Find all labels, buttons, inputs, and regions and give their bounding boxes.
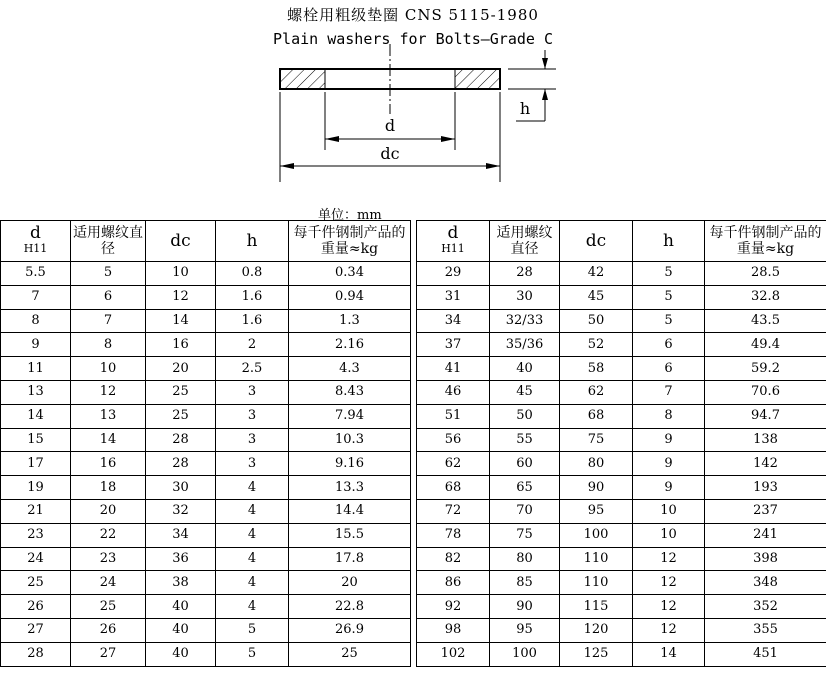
title-english: Plain washers for Bolts—Grade C <box>273 30 553 48</box>
cell-dc: 90 <box>560 476 633 500</box>
cell-h: 5 <box>633 309 705 333</box>
cell-d: 98 <box>417 618 490 642</box>
cell-d: 24 <box>1 547 71 571</box>
cell-h: 2 <box>216 333 289 357</box>
cell-weight: 59.2 <box>705 357 826 381</box>
table-row <box>417 571 826 595</box>
cell-d: 17 <box>1 452 71 476</box>
cell-weight: 193 <box>705 476 826 500</box>
cell-dc: 125 <box>560 642 633 666</box>
cell-thread-diameter: 22 <box>71 523 146 547</box>
table-row <box>417 618 826 642</box>
table-row <box>417 262 826 286</box>
cell-weight: 13.3 <box>289 476 411 500</box>
cell-dc: 16 <box>146 333 216 357</box>
table-row <box>1 404 411 428</box>
header-h: h <box>216 221 289 262</box>
cell-d: 11 <box>1 357 71 381</box>
cell-thread-diameter: 7 <box>71 309 146 333</box>
header-d: d H11 <box>1 221 71 262</box>
table-row <box>1 571 411 595</box>
cell-thread-diameter: 35/36 <box>490 333 560 357</box>
cell-thread-diameter: 30 <box>490 285 560 309</box>
cell-thread-diameter: 95 <box>490 618 560 642</box>
cell-weight: 94.7 <box>705 404 826 428</box>
cell-d: 78 <box>417 523 490 547</box>
cell-h: 10 <box>633 499 705 523</box>
cell-d: 14 <box>1 404 71 428</box>
cell-dc: 25 <box>146 404 216 428</box>
cell-thread-diameter: 75 <box>490 523 560 547</box>
cell-h: 8 <box>633 404 705 428</box>
cell-d: 9 <box>1 333 71 357</box>
cell-h: 7 <box>633 380 705 404</box>
cell-dc: 30 <box>146 476 216 500</box>
d-dimension-label: d <box>384 116 396 135</box>
cell-weight: 138 <box>705 428 826 452</box>
cell-dc: 120 <box>560 618 633 642</box>
cell-d: 25 <box>1 571 71 595</box>
cell-h: 9 <box>633 428 705 452</box>
cell-weight: 241 <box>705 523 826 547</box>
cell-thread-diameter: 55 <box>490 428 560 452</box>
cell-dc: 28 <box>146 428 216 452</box>
cell-d: 46 <box>417 380 490 404</box>
cell-h: 1.6 <box>216 309 289 333</box>
table-row <box>417 428 826 452</box>
cell-weight: 8.43 <box>289 380 411 404</box>
cell-weight: 28.5 <box>705 262 826 286</box>
cell-thread-diameter: 60 <box>490 452 560 476</box>
cell-d: 31 <box>417 285 490 309</box>
cell-dc: 12 <box>146 285 216 309</box>
cell-h: 1.6 <box>216 285 289 309</box>
header-dc: dc <box>146 221 216 262</box>
cell-h: 5 <box>216 642 289 666</box>
table-row <box>1 499 411 523</box>
cell-weight: 2.16 <box>289 333 411 357</box>
cell-dc: 25 <box>146 380 216 404</box>
cell-dc: 110 <box>560 571 633 595</box>
cell-d: 7 <box>1 285 71 309</box>
cell-weight: 9.16 <box>289 452 411 476</box>
cell-weight: 10.3 <box>289 428 411 452</box>
cell-weight: 0.34 <box>289 262 411 286</box>
cell-weight: 355 <box>705 618 826 642</box>
cell-h: 12 <box>633 571 705 595</box>
unit-label: 单位：mm <box>318 208 382 223</box>
cell-d: 29 <box>417 262 490 286</box>
cell-thread-diameter: 23 <box>71 547 146 571</box>
header-d: d H11 <box>417 221 490 262</box>
cell-thread-diameter: 85 <box>490 571 560 595</box>
table-row <box>1 380 411 404</box>
cell-weight: 142 <box>705 452 826 476</box>
cell-dc: 62 <box>560 380 633 404</box>
cell-d: 23 <box>1 523 71 547</box>
cell-d: 13 <box>1 380 71 404</box>
cell-d: 37 <box>417 333 490 357</box>
table-row <box>417 547 826 571</box>
cell-h: 6 <box>633 333 705 357</box>
cell-h: 0.8 <box>216 262 289 286</box>
cell-d: 27 <box>1 618 71 642</box>
table-row <box>1 523 411 547</box>
cell-weight: 348 <box>705 571 826 595</box>
cell-h: 12 <box>633 618 705 642</box>
table-row <box>417 333 826 357</box>
cell-d: 86 <box>417 571 490 595</box>
cell-d: 56 <box>417 428 490 452</box>
cell-thread-diameter: 100 <box>490 642 560 666</box>
cell-thread-diameter: 45 <box>490 380 560 404</box>
cell-h: 4 <box>216 595 289 619</box>
cell-dc: 34 <box>146 523 216 547</box>
cell-thread-diameter: 24 <box>71 571 146 595</box>
cell-d: 62 <box>417 452 490 476</box>
cell-dc: 95 <box>560 499 633 523</box>
cell-h: 5 <box>633 262 705 286</box>
header-h: h <box>633 221 705 262</box>
table-row <box>1 547 411 571</box>
cell-h: 4 <box>216 499 289 523</box>
cell-weight: 7.94 <box>289 404 411 428</box>
cell-dc: 68 <box>560 404 633 428</box>
cell-dc: 40 <box>146 642 216 666</box>
cell-h: 4 <box>216 571 289 595</box>
cell-weight: 451 <box>705 642 826 666</box>
cell-h: 3 <box>216 380 289 404</box>
cell-weight: 352 <box>705 595 826 619</box>
cell-h: 4 <box>216 476 289 500</box>
cell-weight: 398 <box>705 547 826 571</box>
cell-d: 41 <box>417 357 490 381</box>
cell-dc: 100 <box>560 523 633 547</box>
cell-thread-diameter: 90 <box>490 595 560 619</box>
cell-thread-diameter: 18 <box>71 476 146 500</box>
cell-h: 12 <box>633 547 705 571</box>
cell-dc: 32 <box>146 499 216 523</box>
header-thread-diameter: 适用螺纹直径 <box>490 221 560 262</box>
cell-thread-diameter: 16 <box>71 452 146 476</box>
header-dc: dc <box>560 221 633 262</box>
table-row <box>1 476 411 500</box>
table-row <box>417 642 826 666</box>
table-row <box>417 404 826 428</box>
table-row <box>417 309 826 333</box>
cell-h: 12 <box>633 595 705 619</box>
cell-h: 9 <box>633 476 705 500</box>
table-row <box>1 333 411 357</box>
cell-thread-diameter: 65 <box>490 476 560 500</box>
cell-d: 68 <box>417 476 490 500</box>
h-dimension-label: h <box>519 99 531 118</box>
cell-dc: 36 <box>146 547 216 571</box>
table-row <box>1 642 411 666</box>
cell-dc: 38 <box>146 571 216 595</box>
cell-dc: 40 <box>146 595 216 619</box>
cell-h: 3 <box>216 404 289 428</box>
cell-h: 3 <box>216 428 289 452</box>
cell-h: 6 <box>633 357 705 381</box>
cell-thread-diameter: 26 <box>71 618 146 642</box>
cell-dc: 52 <box>560 333 633 357</box>
table-row <box>1 452 411 476</box>
cell-weight: 20 <box>289 571 411 595</box>
cell-thread-diameter: 10 <box>71 357 146 381</box>
cell-thread-diameter: 40 <box>490 357 560 381</box>
cell-thread-diameter: 50 <box>490 404 560 428</box>
cell-dc: 115 <box>560 595 633 619</box>
table-row <box>417 380 826 404</box>
washer-drawing <box>0 0 826 200</box>
cell-weight: 0.94 <box>289 285 411 309</box>
cell-h: 4 <box>216 523 289 547</box>
cell-d: 28 <box>1 642 71 666</box>
cell-dc: 40 <box>146 618 216 642</box>
cell-d: 26 <box>1 595 71 619</box>
cell-h: 5 <box>633 285 705 309</box>
table-row <box>417 476 826 500</box>
cell-thread-diameter: 32/33 <box>490 309 560 333</box>
cell-d: 82 <box>417 547 490 571</box>
cell-thread-diameter: 6 <box>71 285 146 309</box>
washer-section-right <box>455 70 499 88</box>
cell-weight: 32.8 <box>705 285 826 309</box>
table-row <box>1 285 411 309</box>
cell-dc: 50 <box>560 309 633 333</box>
cell-thread-diameter: 80 <box>490 547 560 571</box>
cell-thread-diameter: 25 <box>71 595 146 619</box>
cell-weight: 15.5 <box>289 523 411 547</box>
table-row <box>417 499 826 523</box>
cell-h: 10 <box>633 523 705 547</box>
table-row <box>417 285 826 309</box>
cell-thread-diameter: 70 <box>490 499 560 523</box>
table-row <box>1 357 411 381</box>
cell-weight: 237 <box>705 499 826 523</box>
table-row <box>417 357 826 381</box>
cell-weight: 26.9 <box>289 618 411 642</box>
title-chinese: 螺栓用粗级垫圈 CNS 5115-1980 <box>287 6 539 24</box>
cell-dc: 80 <box>560 452 633 476</box>
cell-d: 21 <box>1 499 71 523</box>
cell-dc: 110 <box>560 547 633 571</box>
cell-dc: 42 <box>560 262 633 286</box>
cell-d: 8 <box>1 309 71 333</box>
table-row <box>1 262 411 286</box>
cell-weight: 25 <box>289 642 411 666</box>
cell-dc: 14 <box>146 309 216 333</box>
cell-h: 14 <box>633 642 705 666</box>
cell-dc: 20 <box>146 357 216 381</box>
table-row <box>417 595 826 619</box>
cell-h: 3 <box>216 452 289 476</box>
cell-d: 51 <box>417 404 490 428</box>
cell-weight: 1.3 <box>289 309 411 333</box>
cell-thread-diameter: 13 <box>71 404 146 428</box>
cell-weight: 4.3 <box>289 357 411 381</box>
cell-h: 2.5 <box>216 357 289 381</box>
cell-thread-diameter: 20 <box>71 499 146 523</box>
dc-dimension-label: dc <box>380 144 400 163</box>
cell-thread-diameter: 14 <box>71 428 146 452</box>
cell-weight: 43.5 <box>705 309 826 333</box>
cell-d: 72 <box>417 499 490 523</box>
table-row <box>417 452 826 476</box>
table-row <box>1 595 411 619</box>
cell-weight: 22.8 <box>289 595 411 619</box>
header-weight: 每千件钢制产品的重量≈kg <box>289 221 411 262</box>
cell-h: 9 <box>633 452 705 476</box>
washer-section-left <box>281 70 325 88</box>
cell-thread-diameter: 28 <box>490 262 560 286</box>
cell-thread-diameter: 8 <box>71 333 146 357</box>
cell-thread-diameter: 27 <box>71 642 146 666</box>
table-row <box>1 428 411 452</box>
spec-table-right <box>416 220 826 667</box>
cell-d: 5.5 <box>1 262 71 286</box>
header-thread-diameter: 适用螺纹直径 <box>71 221 146 262</box>
cell-thread-diameter: 5 <box>71 262 146 286</box>
cell-d: 34 <box>417 309 490 333</box>
cell-d: 92 <box>417 595 490 619</box>
header-weight: 每千件钢制产品的重量≈kg <box>705 221 826 262</box>
table-row <box>1 309 411 333</box>
cell-d: 19 <box>1 476 71 500</box>
cell-d: 102 <box>417 642 490 666</box>
cell-dc: 45 <box>560 285 633 309</box>
cell-dc: 75 <box>560 428 633 452</box>
cell-weight: 70.6 <box>705 380 826 404</box>
cell-weight: 49.4 <box>705 333 826 357</box>
table-header-row <box>417 221 826 262</box>
cell-weight: 17.8 <box>289 547 411 571</box>
cell-dc: 28 <box>146 452 216 476</box>
table-row <box>417 523 826 547</box>
cell-dc: 58 <box>560 357 633 381</box>
table-header-row <box>1 221 411 262</box>
cell-dc: 10 <box>146 262 216 286</box>
cell-d: 15 <box>1 428 71 452</box>
spec-table-left <box>0 220 411 667</box>
cell-h: 5 <box>216 618 289 642</box>
cell-thread-diameter: 12 <box>71 380 146 404</box>
cell-weight: 14.4 <box>289 499 411 523</box>
table-row <box>1 618 411 642</box>
cell-h: 4 <box>216 547 289 571</box>
